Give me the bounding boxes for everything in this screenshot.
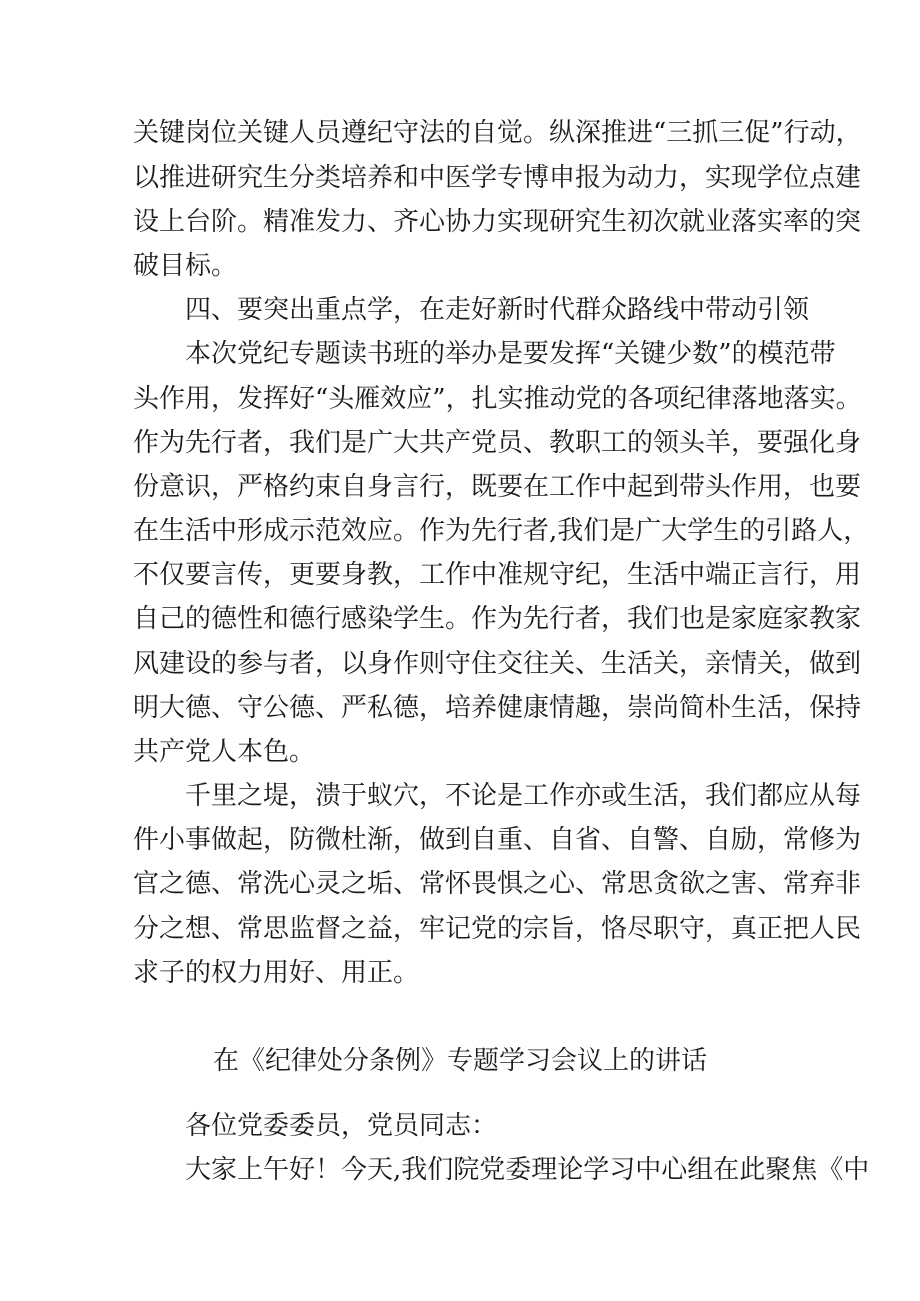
text-line: 关键岗位关键人员遵纪守法的自觉。纵深推进“三抓三促”行动， <box>133 118 862 148</box>
speech-title: 在《纪律处分条例》专题学习会议上的讲话 <box>212 1046 707 1076</box>
text-line: 份意识，严格约束自身言行，既要在工作中起到带头作用，也要 <box>133 472 862 502</box>
text-line: 不仅要言传，更要身教，工作中准规守纪，生活中端正言行，用 <box>133 560 862 590</box>
text-line: 作为先行者，我们是广大共产党员、教职工的领头羊，要强化身 <box>133 428 862 458</box>
text-line: 千里之堤，溃于蚁穴，不论是工作亦或生活，我们都应从每 <box>185 781 862 811</box>
section-heading: 四、要突出重点学，在走好新时代群众路线中带动引领 <box>185 295 810 325</box>
text-line: 自己的德性和德行感染学生。作为先行者，我们也是家庭家教家 <box>133 604 862 634</box>
salutation: 各位党委委员，党员同志： <box>185 1111 498 1141</box>
text-line: 官之德、常洗心灵之垢、常怀畏惧之心、常思贪欲之害、常弃非 <box>133 869 862 899</box>
text-line: 明大德、守公德、严私德，培养健康情趣，崇尚简朴生活，保持 <box>133 693 862 723</box>
text-line: 头作用，发挥好“头雁效应”，扎实推动党的各项纪律落地落实。 <box>133 384 862 414</box>
opening-line: 大家上午好！今天,我们院党委理论学习中心组在此聚焦《中 <box>185 1155 870 1185</box>
text-line: 设上台阶。精准发力、齐心协力实现研究生初次就业落实率的突 <box>133 207 862 237</box>
text-line: 风建设的参与者，以身作则守住交往关、生活关，亲情关，做到 <box>133 649 862 679</box>
text-line: 以推进研究生分类培养和中医学专博申报为动力，实现学位点建 <box>133 163 862 193</box>
text-line: 分之想、常思监督之益，牢记党的宗旨，恪尽职守，真正把人民 <box>133 914 862 944</box>
text-line: 本次党纪专题读书班的举办是要发挥“关键少数”的模范带 <box>185 339 836 369</box>
text-line: 件小事做起，防微杜渐，做到自重、自省、自警、自励，常修为 <box>133 825 862 855</box>
text-line: 破目标。 <box>133 251 238 281</box>
text-line: 在生活中形成示范效应。作为先行者,我们是广大学生的引路人， <box>133 516 870 546</box>
text-line: 求子的权力用好、用正。 <box>133 958 420 988</box>
text-line: 共产党人本色。 <box>133 737 316 767</box>
